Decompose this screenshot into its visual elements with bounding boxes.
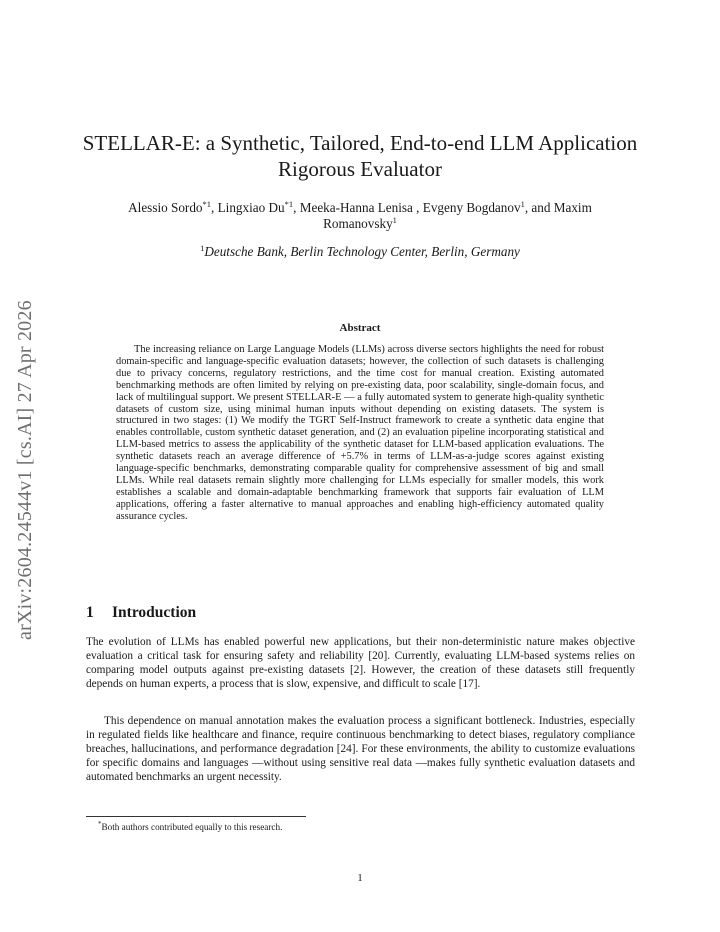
- author-mark: 1: [392, 215, 397, 225]
- footnote-mark: *: [98, 820, 102, 828]
- page-number: 1: [357, 872, 363, 884]
- affiliation: [90, 244, 630, 260]
- affiliation-mark: 1: [200, 243, 205, 253]
- author-name: , Lingxiao Du: [211, 200, 285, 215]
- author-name: Alessio Sordo: [128, 200, 203, 215]
- footnote-rule: [86, 816, 306, 817]
- author-mark: *1: [202, 199, 212, 209]
- title-line-1: STELLAR-E: a Synthetic, Tailored, End-to-end LLM Application: [82, 131, 638, 155]
- author-name: , Meeka-Hanna Lenisa , Evgeny Bogdanov: [293, 200, 521, 215]
- abstract-body: The increasing reliance on Large Language Models (LLMs) across diverse sectors highlights the need for robust domain-specific and language-specific evaluation datasets; however, the collection of such datasets is challenging due to privacy concerns, regulatory restrictions, and the time cost for manual creation. Existing automated benchmarking methods are often limited by relying on pre-existing data, poor scalability, single-domain focus, and lack of multilingual support. We present STELLAR-E — a fully automated system to generate high-quality synthetic datasets of custom size, using minimal human inputs without depending on existing datasets. The system is structured in two stages: (1) We modify the TGRT Self-Instruct framework to create a synthetic data engine that enables controllable, custom synthetic dataset generation, and (2) an evaluation pipeline incorporating statistical and LLM-based metrics to assess the applicability of the synthetic dataset for LLM-based application evaluations. The synthetic datasets reach an average difference of +5.7% in terms of LLM-as-a-judge scores against existing language-specific benchmarks, demonstrating comparable quality for comprehensive assessment of big and small LLMs. While real datasets remain slightly more challenging for LLMs especially for smaller models, this work establishes a scalable and domain-adaptable benchmarking framework that supports fair evaluation of LLM applications, offering a faster alternative to manual approaches and enabling high-efficiency automated quality assurance cycles.: [116, 344, 604, 522]
- footnote-text: Both authors contributed equally to this research.: [101, 822, 283, 832]
- section-title: Introduction: [112, 604, 197, 621]
- affiliation-text: Deutsche Bank, Berlin Technology Center, Berlin, Germany: [204, 244, 520, 259]
- section-number: 1: [86, 604, 94, 621]
- abstract-heading: Abstract: [339, 322, 381, 334]
- author-list: [90, 200, 630, 232]
- footnote: [98, 822, 282, 833]
- author-mark: *1: [284, 199, 294, 209]
- author-name: , and Maxim: [524, 200, 592, 215]
- intro-paragraph-2: This dependence on manual annotation makes the evaluation process a significant bottleneck. Industries, especially in regulated fields like healthcare and finance, require continuous benchmarking to detect biases, regulatory compliance breaches, hallucinations, and performance degradation [24]. For these environments, the ability to customize evaluations for specific domains and languages —without using sensitive real data —makes fully synthetic evaluation datasets and automated benchmarks an urgent necessity.: [86, 715, 635, 784]
- author-name: Romanovsky: [323, 216, 393, 231]
- section-heading: [86, 604, 196, 622]
- paper-title: [70, 130, 650, 182]
- arxiv-identifier: arXiv:2604.24544v1 [cs.AI] 27 Apr 2026: [14, 300, 36, 640]
- intro-paragraph-1: The evolution of LLMs has enabled powerful new applications, but their non-deterministic nature makes objective evaluation a critical task for ensuring safety and reliability [20]. Currently, evaluating LLM-based systems relies on comparing model outputs against pre-existing datasets [2]. However, the creation of these datasets still frequently depends on human experts, a process that is slow, expensive, and difficult to scale [17].: [86, 636, 635, 691]
- author-mark: 1: [520, 199, 525, 209]
- title-line-2: Rigorous Evaluator: [278, 157, 442, 181]
